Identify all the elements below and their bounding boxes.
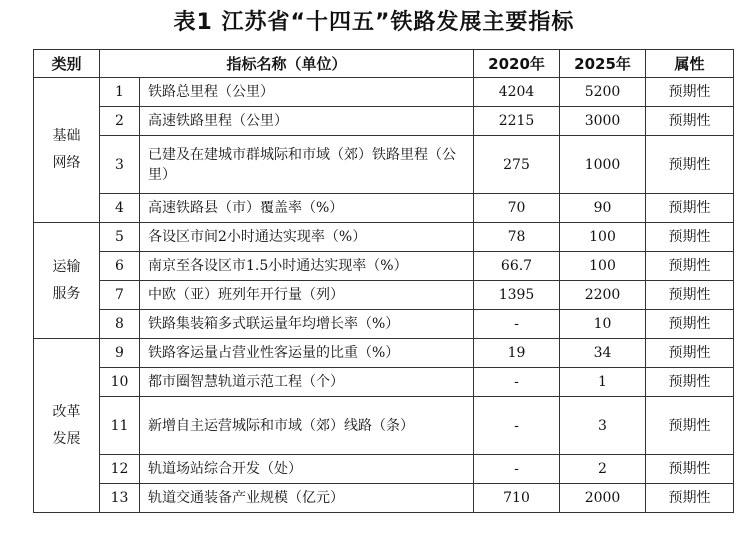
header-2020: 2020年 [474,50,560,78]
category-label: 基础 [52,128,81,144]
value-2020: 1395 [474,281,560,310]
table-header-row [34,50,734,78]
value-2025: 2200 [560,281,646,310]
attribute-cell: 预期性 [646,310,734,339]
category-label: 改革 [52,403,81,420]
row-number: 11 [100,397,140,455]
header-category: 类别 [34,50,100,78]
row-number: 9 [100,339,140,368]
value-2025: 2000 [560,484,646,513]
table-row [34,194,734,223]
value-2025: 100 [560,223,646,252]
value-2025: 10 [560,310,646,339]
category-label: 运输 [52,258,81,275]
attribute-cell: 预期性 [646,281,734,310]
table-row [34,339,734,368]
attribute-cell: 预期性 [646,107,734,136]
value-2020: - [474,310,560,339]
value-2025: 2 [560,455,646,484]
indicator-name: 铁路集装箱多式联运量年均增长率（%） [140,310,474,339]
table-row [34,310,734,339]
table-row [34,223,734,252]
indicator-name: 铁路客运量占营业性客运量的比重（%） [140,339,474,368]
indicator-name: 轨道场站综合开发（处） [140,455,474,484]
indicator-name: 新增自主运营城际和市域（郊）线路（条） [140,397,474,455]
table-row [34,78,734,107]
value-2025: 34 [560,339,646,368]
category-label: 服务 [52,285,81,302]
row-number: 1 [100,78,140,107]
value-2020: 710 [474,484,560,513]
header-attribute: 属性 [646,50,734,78]
value-2025: 90 [560,194,646,223]
indicator-name: 高速铁路里程（公里） [140,107,474,136]
value-2020: - [474,368,560,397]
value-2025: 1 [560,368,646,397]
value-2020: 78 [474,223,560,252]
attribute-cell: 预期性 [646,223,734,252]
attribute-cell: 预期性 [646,368,734,397]
indicator-name: 铁路总里程（公里） [140,78,474,107]
value-2025: 5200 [560,78,646,107]
value-2025: 3000 [560,107,646,136]
header-indicator: 指标名称（单位） [100,50,474,78]
table-row [34,252,734,281]
row-number: 5 [100,223,140,252]
value-2020: 4204 [474,78,560,107]
indicator-name: 高速铁路县（市）覆盖率（%） [140,194,474,223]
row-number: 6 [100,252,140,281]
row-number: 2 [100,107,140,136]
value-2025: 100 [560,252,646,281]
attribute-cell: 预期性 [646,252,734,281]
indicator-name: 南京至各设区市1.5小时通达实现率（%） [140,252,474,281]
attribute-cell: 预期性 [646,136,734,194]
table-row [34,136,734,194]
row-number: 4 [100,194,140,223]
indicator-name: 中欧（亚）班列年开行量（列） [140,281,474,310]
value-2025: 1000 [560,136,646,194]
row-number: 7 [100,281,140,310]
table-row [34,107,734,136]
attribute-cell: 预期性 [646,484,734,513]
value-2020: 66.7 [474,252,560,281]
category-label: 网络 [52,155,81,171]
table-row [34,484,734,513]
indicator-name: 各设区市间2小时通达实现率（%） [140,223,474,252]
value-2025: 3 [560,397,646,455]
category-cell [34,223,100,339]
row-number: 8 [100,310,140,339]
attribute-cell: 预期性 [646,194,734,223]
value-2020: 70 [474,194,560,223]
attribute-cell: 预期性 [646,339,734,368]
attribute-cell: 预期性 [646,78,734,107]
row-number: 13 [100,484,140,513]
category-cell [34,339,100,513]
indicator-name: 已建及在建城市群城际和市域（郊）铁路里程（公里） [140,136,474,194]
table-row [34,455,734,484]
attribute-cell: 预期性 [646,455,734,484]
table-row [34,281,734,310]
indicators-table [33,49,734,513]
indicator-name: 轨道交通装备产业规模（亿元） [140,484,474,513]
row-number: 12 [100,455,140,484]
attribute-cell: 预期性 [646,397,734,455]
value-2020: - [474,455,560,484]
value-2020: 19 [474,339,560,368]
category-cell [34,78,100,223]
category-label: 发展 [52,430,81,447]
table-row [34,368,734,397]
value-2020: 2215 [474,107,560,136]
row-number: 3 [100,136,140,194]
header-2025: 2025年 [560,50,646,78]
value-2020: 275 [474,136,560,194]
indicator-name: 都市圈智慧轨道示范工程（个） [140,368,474,397]
table-row [34,397,734,455]
row-number: 10 [100,368,140,397]
value-2020: - [474,397,560,455]
table-title: 表1 江苏省“十四五”铁路发展主要指标 [173,10,575,35]
